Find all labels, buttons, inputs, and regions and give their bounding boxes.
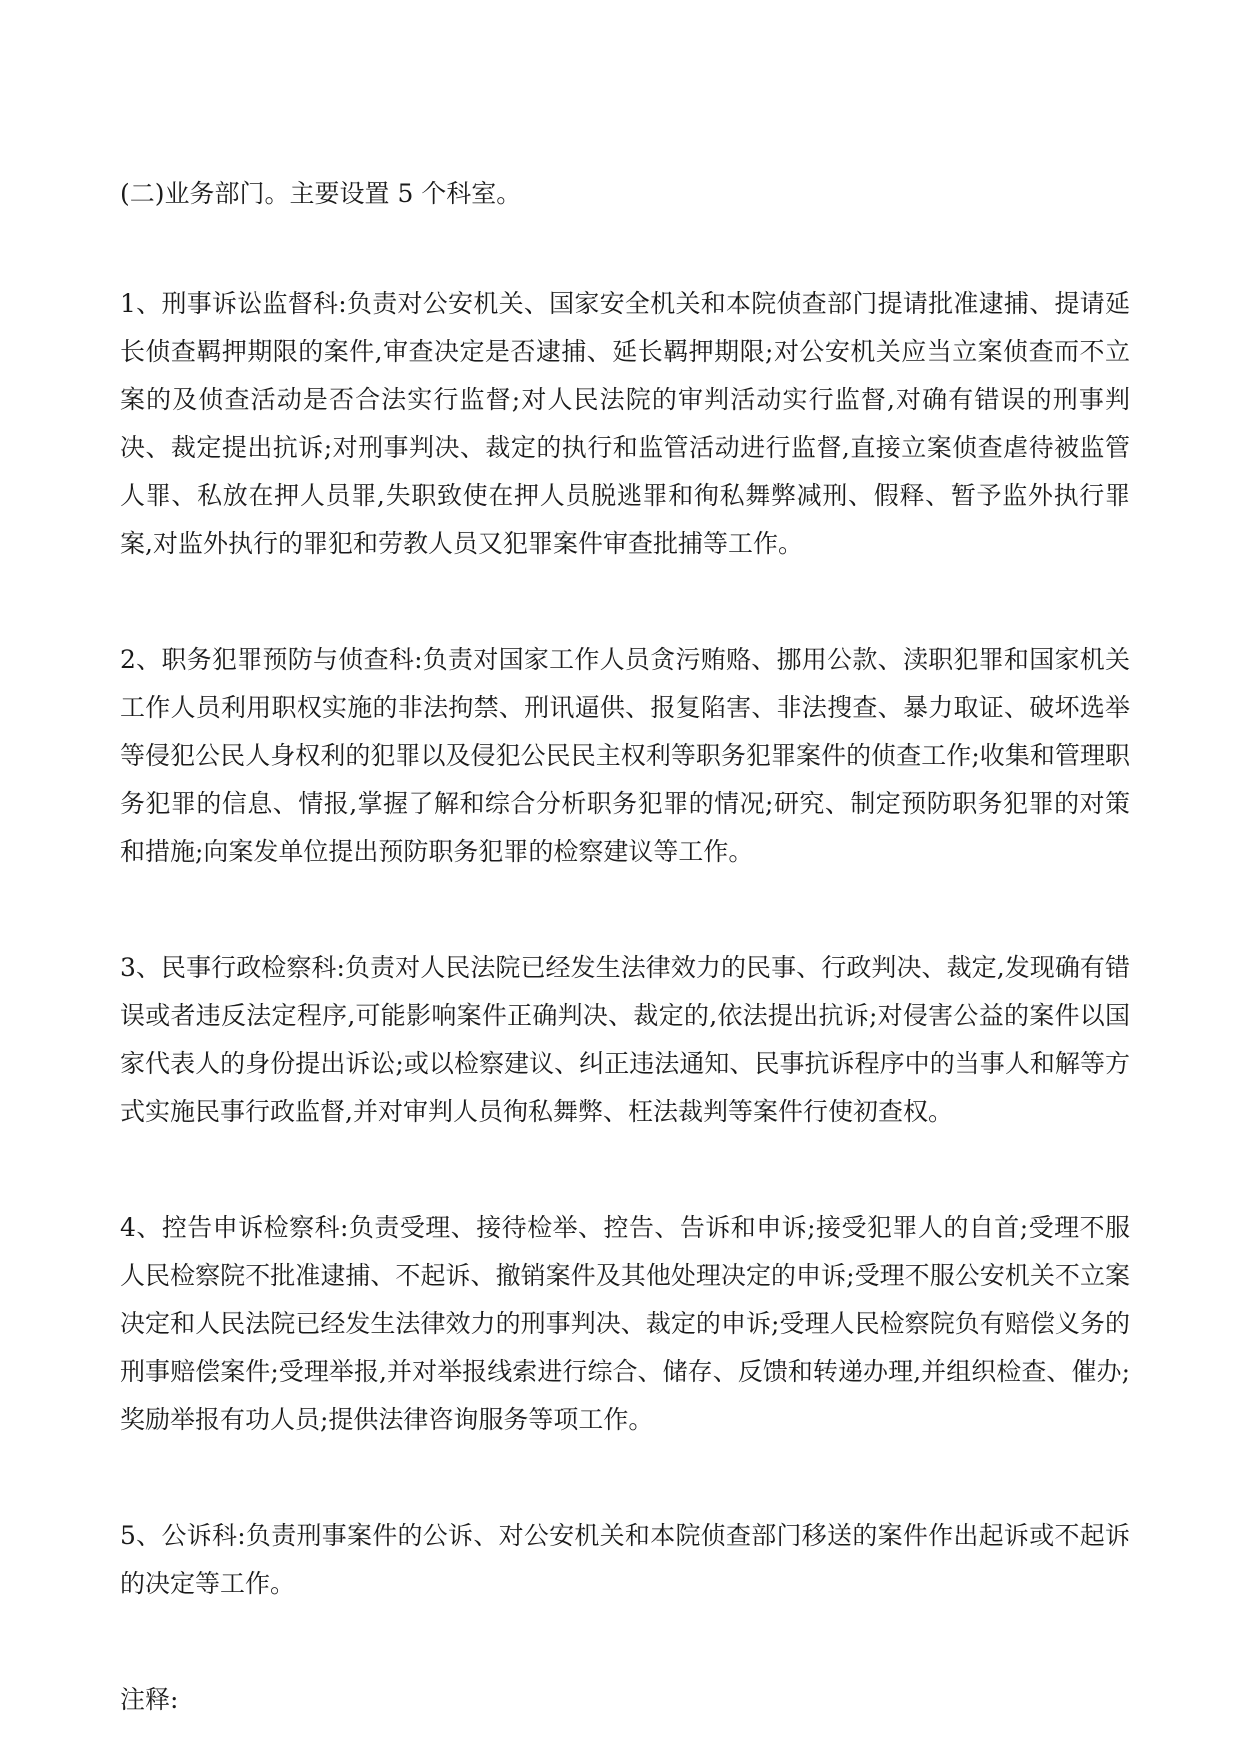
spacer bbox=[120, 218, 1130, 280]
paragraph-civil-administrative-procuratorate: 3、民事行政检察科:负责对人民法院已经发生法律效力的民事、行政判决、裁定,发现确有错误或者违反法定程序,可能影响案件正确判决、裁定的,依法提出抗诉;对侵害公益的案件以国家代表人的身份提出诉讼;或以检察建议、纠正违法通知、民事抗诉程序中的当事人和解等方式实施民事行政监督,并对审判人员徇私舞弊、枉法裁判等案件行使初查权。 bbox=[120, 953, 1130, 1126]
spacer bbox=[120, 568, 1130, 636]
paragraph-public-prosecution: 5、公诉科:负责刑事案件的公诉、对公安机关和本院侦查部门移送的案件作出起诉或不起诉的决定等工作。 bbox=[120, 1521, 1130, 1598]
spacer bbox=[120, 1136, 1130, 1204]
document-body bbox=[120, 170, 1130, 1724]
spacer bbox=[120, 1444, 1130, 1512]
paragraph-complaint-appeal-procuratorate: 4、控告申诉检察科:负责受理、接待检举、控告、告诉和申诉;接受犯罪人的自首;受理不服人民检察院不批准逮捕、不起诉、撤销案件及其他处理决定的申诉;受理不服公安机关不立案决定和人民法院已经发生法律效力的刑事判决、裁定的申诉;受理人民检察院负有赔偿义务的刑事赔偿案件;受理举报,并对举报线索进行综合、储存、反馈和转递办理,并组织检查、催办;奖励举报有功人员;提供法律咨询服务等项工作。 bbox=[120, 1213, 1130, 1434]
spacer bbox=[120, 1608, 1130, 1676]
note-label: 注释: bbox=[120, 1685, 179, 1714]
paragraph-duty-crime-prevention: 2、职务犯罪预防与侦查科:负责对国家工作人员贪污贿赂、挪用公款、渎职犯罪和国家机关工作人员利用职权实施的非法拘禁、刑讯逼供、报复陷害、非法搜查、暴力取证、破坏选举等侵犯公民人身权利的犯罪以及侵犯公民民主权利等职务犯罪案件的侦查工作;收集和管理职务犯罪的信息、情报,掌握了解和综合分析职务犯罪的情况;研究、制定预防职务犯罪的对策和措施;向案发单位提出预防职务犯罪的检察建议等工作。 bbox=[120, 645, 1130, 866]
section-heading: (二)业务部门。主要设置 5 个科室。 bbox=[120, 179, 522, 208]
paragraph-criminal-litigation-supervision: 1、刑事诉讼监督科:负责对公安机关、国家安全机关和本院侦查部门提请批准逮捕、提请延长侦查羁押期限的案件,审查决定是否逮捕、延长羁押期限;对公安机关应当立案侦查而不立案的及侦查活动是否合法实行监督;对人民法院的审判活动实行监督,对确有错误的刑事判决、裁定提出抗诉;对刑事判决、裁定的执行和监管活动进行监督,直接立案侦查虐待被监管人罪、私放在押人员罪,失职致使在押人员脱逃罪和徇私舞弊减刑、假释、暂予监外执行罪案,对监外执行的罪犯和劳教人员又犯罪案件审查批捕等工作。 bbox=[120, 289, 1130, 558]
spacer bbox=[120, 876, 1130, 944]
